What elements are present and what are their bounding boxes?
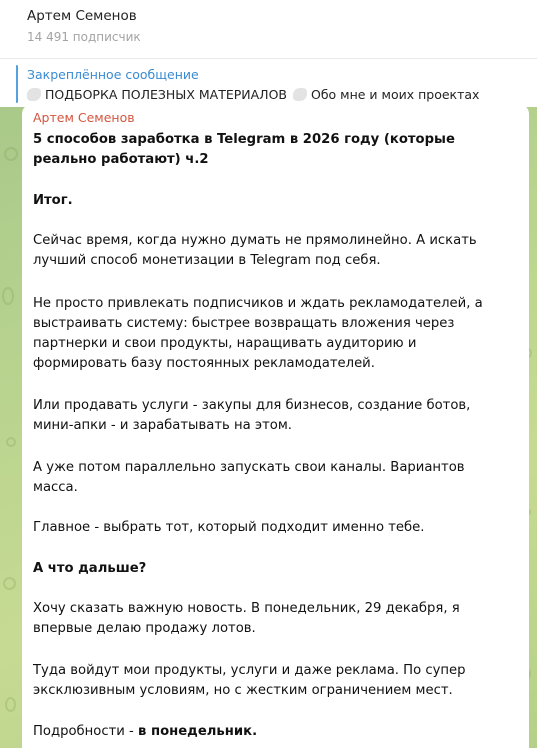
paragraph-2-line-1: Не просто привлекать подписчиков и ждать рекламодателей, а	[33, 296, 483, 311]
channel-name[interactable]: Артем Семенов	[27, 8, 137, 24]
paragraph-7-line-1: Туда войдут мои продукты, услуги и даже реклама. По супер	[33, 663, 466, 678]
paragraph-2-line-2: выстраивать систему: быстрее возвращать вложения через	[33, 316, 455, 331]
paragraph-1-line-2: лучший способ монетизации в Telegram под себя.	[33, 253, 381, 268]
details-monday: в понедельник.	[138, 724, 258, 739]
paragraph-4-line-2: масса.	[33, 480, 78, 495]
message-title-line-1: 5 способов заработка в Telegram в 2026 году (которые	[33, 132, 455, 147]
paragraph-3-line-2: мини-апки - и зарабатывать на этом.	[33, 418, 292, 433]
pinned-preview[interactable]	[27, 87, 537, 102]
heading-itog: Итог.	[33, 193, 73, 208]
message-sender[interactable]: Артем Семенов	[33, 110, 135, 125]
paragraph-6-line-2: впервые делаю продажу лотов.	[33, 621, 256, 636]
paragraph-6-line-1: Хочу сказать важную новость. В понедельник, 29 декабря, я	[33, 601, 460, 616]
paragraph-3-line-1: Или продавать услуги - закупы для бизнесов, создание ботов,	[33, 398, 471, 413]
pinned-title: Закреплённое сообщение	[27, 67, 199, 82]
pinned-item-about: Обо мне и моих проектах	[311, 87, 480, 102]
message-title-line-2: реально работают) ч.2	[33, 152, 209, 167]
folder-emoji-icon	[293, 88, 307, 101]
pinned-item-materials: ПОДБОРКА ПОЛЕЗНЫХ МАТЕРИАЛОВ	[45, 87, 287, 102]
pinned-indicator	[16, 65, 18, 103]
pinned-message-bar[interactable]	[0, 58, 537, 107]
pointing-finger-emoji-icon	[27, 88, 41, 101]
paragraph-4-line-1: А уже потом параллельно запускать свои каналы. Вариантов	[33, 460, 465, 475]
details-prefix: Подробности -	[33, 724, 139, 739]
paragraph-8	[33, 722, 503, 742]
paragraph-5: Главное - выбрать тот, который подходит именно тебе.	[33, 520, 425, 535]
paragraph-7-line-2: эксклюзивным условиям, но с жестким ограничением мест.	[33, 683, 453, 698]
channel-header[interactable]	[0, 0, 537, 58]
paragraph-1-line-1: Сейчас время, когда нужно думать не прямолинейно. А искать	[33, 233, 477, 248]
heading-what-next: А что дальше?	[33, 561, 147, 576]
paragraph-2-line-3: партнерки и свои продукты, наращивать аудиторию и	[33, 336, 417, 351]
subscriber-count: 14 491 подписчик	[27, 30, 141, 44]
paragraph-2-line-4: формировать базу постоянных рекламодателей.	[33, 356, 375, 371]
